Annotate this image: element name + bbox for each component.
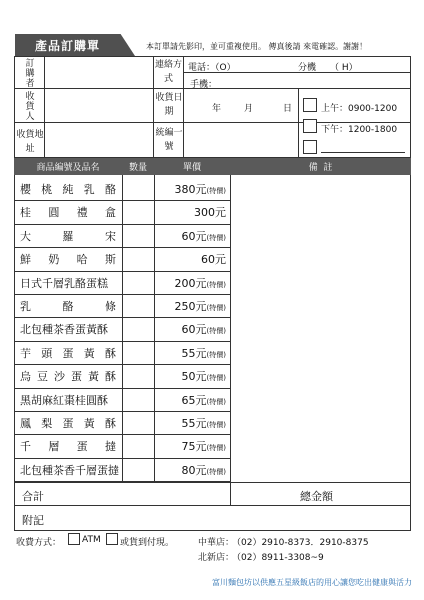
price-value: 60元(特價)	[181, 323, 226, 337]
product-name: 桂 圓 禮 盒	[20, 206, 116, 220]
atm-checkbox[interactable]	[68, 533, 80, 545]
price-value: 55元(特價)	[181, 346, 226, 360]
header-price: 單價	[182, 163, 201, 173]
branch2-label: 北新店：	[198, 553, 235, 563]
mobile-field[interactable]	[222, 74, 407, 87]
table-row	[14, 458, 411, 481]
price-value: 200元(特價)	[174, 276, 226, 290]
qty-field[interactable]	[123, 201, 153, 222]
total-label: 合計	[22, 490, 44, 503]
mobile-label: 手機：	[190, 80, 218, 90]
price-value: 60元(特價)	[181, 229, 226, 243]
price-value: 60元	[201, 253, 226, 267]
qty-field[interactable]	[123, 342, 153, 363]
qty-field[interactable]	[123, 295, 153, 316]
qty-field[interactable]	[123, 318, 153, 339]
qty-field[interactable]	[123, 459, 153, 480]
other-time-checkbox[interactable]	[303, 140, 317, 154]
table-row	[14, 294, 411, 317]
price-value: 55元(特價)	[181, 417, 226, 430]
product-name: 日式千層乳酪蛋糕	[20, 276, 108, 290]
product-name: 烏 豆 沙 蛋 黃 酥	[20, 370, 116, 384]
special-price-tag: (特價)	[206, 304, 226, 312]
address-label: 收貨地址	[16, 130, 44, 154]
qty-field[interactable]	[123, 225, 153, 246]
special-price-tag: (特價)	[206, 280, 226, 289]
table-row	[14, 200, 411, 223]
special-price-tag: (特價)	[206, 421, 226, 429]
special-price-tag: (特價)	[206, 467, 226, 476]
table-row	[14, 434, 411, 457]
qty-field[interactable]	[123, 435, 153, 456]
product-name: 大 羅 宋	[20, 229, 116, 243]
price-value: 300元	[194, 206, 226, 220]
product-name: 北包種茶香千層蛋撻	[20, 463, 119, 477]
table-row	[14, 317, 411, 340]
phone-label: 電話：（O）	[188, 63, 236, 73]
month-label: 月	[244, 104, 254, 114]
payment-label: 收費方式：	[16, 538, 62, 548]
cod-checkbox[interactable]	[106, 533, 118, 545]
price-value: 65元(特價)	[181, 393, 226, 407]
qty-field[interactable]	[123, 412, 153, 433]
qty-field[interactable]	[123, 178, 153, 199]
orderer-field[interactable]	[45, 57, 152, 88]
table-row	[14, 341, 411, 364]
day-label: 日	[283, 104, 293, 114]
address-field[interactable]	[45, 123, 152, 157]
receiver-label: 收貨人	[23, 91, 34, 121]
special-price-tag: (特價)	[206, 444, 226, 453]
branch1-label: 中華店：	[198, 538, 235, 548]
tax-id-label: 統編一號	[155, 128, 183, 152]
product-name: 芋 頭 蛋 黃 酥	[20, 346, 116, 360]
qty-field[interactable]	[123, 272, 153, 293]
branch1-phone: （02）2910-8373．2910-8375	[232, 538, 369, 548]
product-name: 乳 酪 條	[20, 300, 116, 313]
memo-field[interactable]	[50, 507, 408, 529]
grand-total-label: 總金額	[300, 490, 333, 503]
date-label: 收貨日期	[155, 93, 183, 117]
am-label: 上午：0900-1200	[321, 104, 398, 114]
qty-field[interactable]	[123, 365, 153, 386]
atm-label: ATM	[82, 535, 101, 545]
qty-field[interactable]	[123, 389, 153, 410]
special-price-tag: (特價)	[206, 374, 226, 383]
order-notice: 本訂單請先影印，並可重複使用。 傳真後請 來電確認。謝謝！	[146, 42, 368, 51]
home-phone-label: （ H）	[330, 63, 358, 73]
branch2-phone: （02）8911-3308~9	[232, 553, 324, 563]
table-row	[14, 177, 411, 200]
phone-field[interactable]	[240, 58, 295, 71]
price-value: 75元(特價)	[181, 440, 226, 454]
contact-label: 連絡方式	[154, 60, 182, 84]
table-row	[14, 247, 411, 270]
product-name: 黑胡麻紅棗桂圓酥	[20, 393, 108, 407]
ext-label: 分機	[298, 63, 317, 73]
table-row	[14, 271, 411, 294]
year-label: 年	[212, 104, 222, 114]
price-value: 80元(特價)	[181, 463, 226, 477]
special-price-tag: (特價)	[206, 350, 226, 359]
special-price-tag: (特價)	[206, 233, 226, 242]
orderer-label: 訂購者	[23, 58, 34, 88]
special-price-tag: (特價)	[206, 187, 226, 195]
price-value: 250元(特價)	[174, 300, 226, 313]
price-value: 380元(特價)	[174, 183, 226, 196]
product-name: 鳳 梨 蛋 黃 酥	[20, 417, 116, 430]
tax-id-field[interactable]	[184, 123, 297, 157]
receiver-field[interactable]	[45, 89, 152, 122]
price-value: 50元(特價)	[181, 370, 226, 384]
am-checkbox[interactable]	[303, 98, 317, 112]
table-row	[14, 364, 411, 387]
special-price-tag: (特價)	[206, 327, 226, 336]
header-name: 商品編號及品名	[36, 163, 100, 173]
product-name: 北包種茶香蛋黃酥	[20, 323, 108, 337]
special-price-tag: (特價)	[206, 397, 226, 406]
table-row	[14, 388, 411, 411]
grand-total-field[interactable]	[232, 484, 410, 504]
header-note: 備 註	[308, 163, 333, 173]
cod-label: 或貨到付現。	[120, 538, 175, 548]
memo-label: 附記	[22, 514, 44, 527]
page-title: 產品訂購單	[34, 38, 100, 53]
qty-field[interactable]	[123, 248, 153, 269]
table-row	[14, 224, 411, 247]
slogan: 富川麵包坊以供應五星級飯店的用心讓您吃出健康與活力	[212, 578, 412, 587]
product-name: 鮮 奶 哈 斯	[20, 253, 116, 267]
pm-checkbox[interactable]	[303, 119, 317, 133]
product-name: 千 層 蛋 撻	[20, 440, 116, 454]
header-qty: 數量	[128, 163, 147, 173]
table-row	[14, 411, 411, 434]
pm-label: 下午：1200-1800	[321, 125, 398, 135]
product-name: 櫻 桃 純 乳 酪	[20, 183, 116, 196]
